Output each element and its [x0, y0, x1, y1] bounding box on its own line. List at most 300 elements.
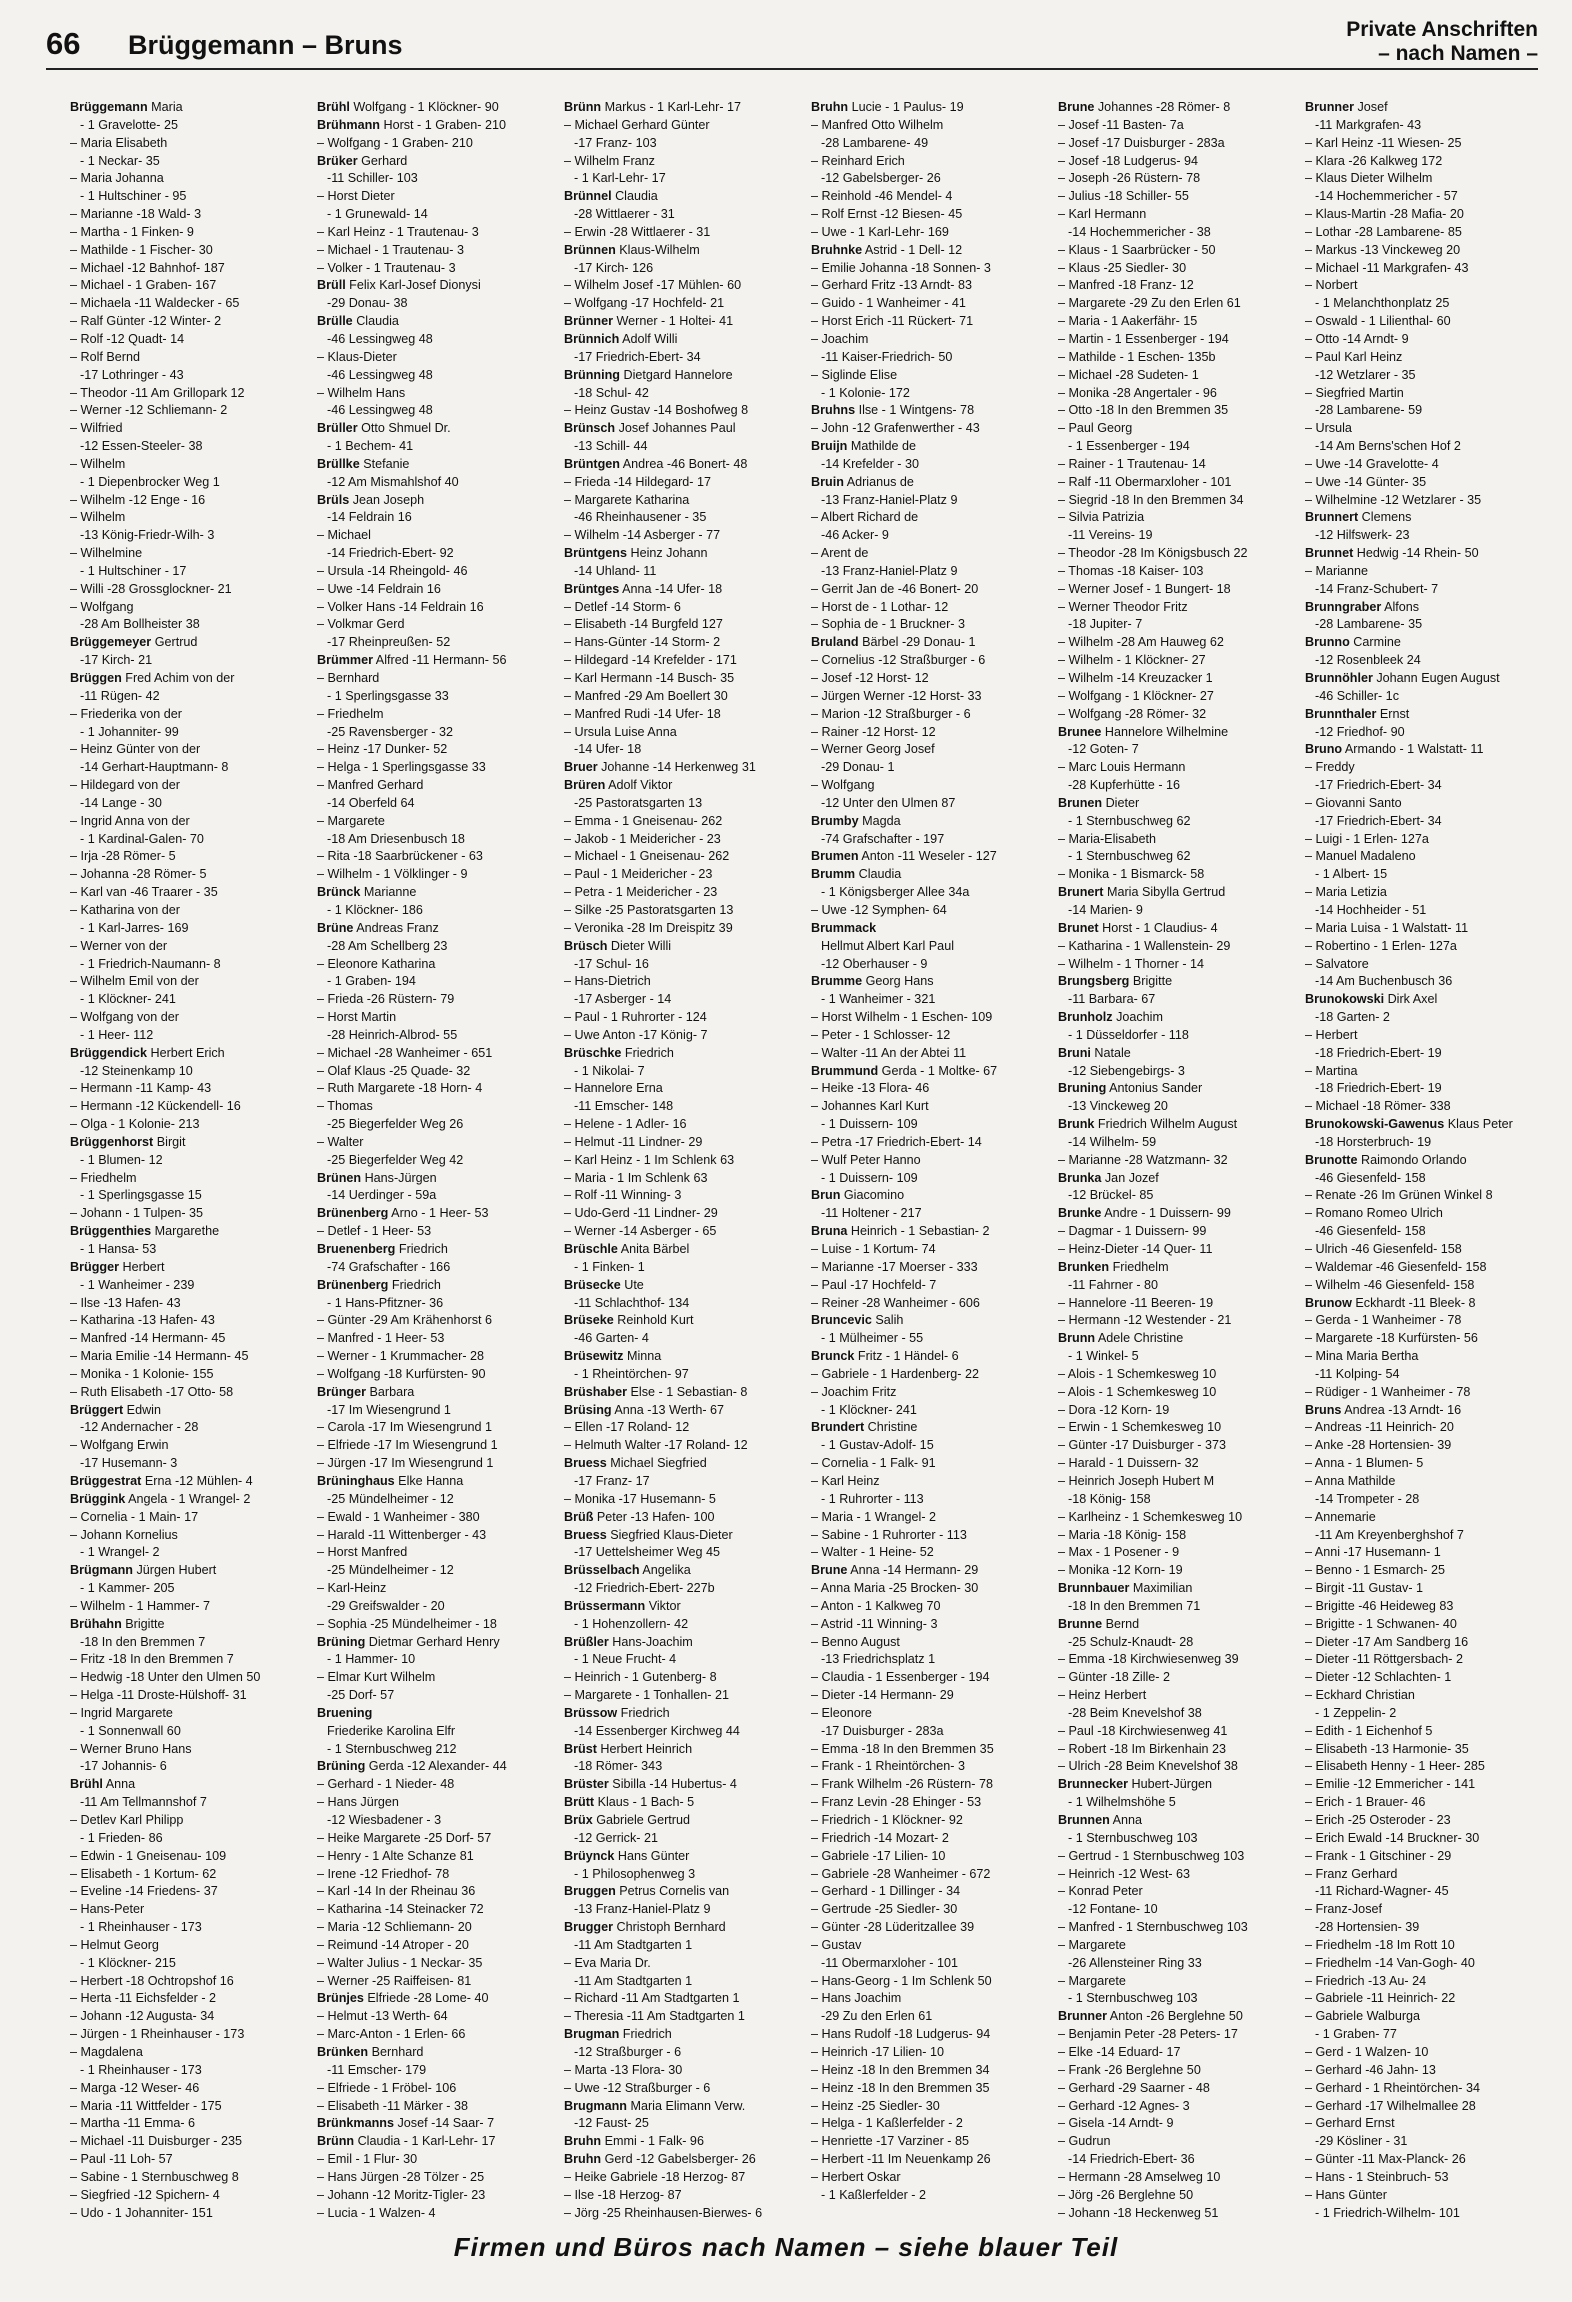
entry-text: Friedrich Wilhelm August	[1094, 1117, 1238, 1132]
subentry: – Monika -12 Korn- 19	[1058, 1563, 1183, 1578]
subentry: – Heinrich -12 West- 63	[1058, 1866, 1191, 1881]
entry-text: Dietgard Hannelore	[619, 367, 733, 382]
subentry: – Klaus -25 Siedler- 30	[1058, 260, 1187, 275]
surname: Brüsing	[564, 1402, 612, 1417]
directory-column-5	[1058, 99, 1293, 2244]
address-line: -17 Uettelsheimer Weg 45	[574, 1545, 721, 1560]
subentry: – Hans-Georg - 1 Im Schlenk 50	[811, 1973, 992, 1988]
subentry: – Heinz Gustav -14 Boshofweg 8	[564, 403, 749, 418]
surname-entry	[564, 581, 799, 599]
subentry: – Rüdiger - 1 Wanheimer - 78	[1305, 1384, 1471, 1399]
subentry: – Gerhard - 1 Nieder- 48	[317, 1777, 455, 1792]
subentry: – Katharina -14 Steinacker 72	[317, 1902, 484, 1917]
subentry: – Sophia -25 Mündelheimer - 18	[317, 1616, 497, 1631]
entry-text: Bernd	[1102, 1616, 1140, 1631]
subentry: – Mathilde - 1 Eschen- 135b	[1058, 349, 1216, 364]
surname-entry	[1058, 1205, 1293, 1223]
surname: Brun	[811, 1188, 841, 1203]
subentry: – Katharina -13 Hafen- 43	[70, 1313, 215, 1328]
surname-entry	[811, 438, 1046, 456]
subentry: – Friedhelm -14 Van-Gogh- 40	[1305, 1955, 1475, 1970]
address-line: -11 Am Stadtgarten 1	[574, 1973, 693, 1988]
subentry: – Ilse -13 Hafen- 43	[70, 1295, 181, 1310]
surname-entry	[317, 652, 552, 670]
subentry: – Walter Julius - 1 Neckar- 35	[317, 1955, 483, 1970]
entry-text: Magda	[858, 813, 901, 828]
subentry: – Maria -18 König- 158	[1058, 1527, 1187, 1542]
address-line: -11 Am Tellmannshof 7	[80, 1795, 207, 1810]
surname-entry	[70, 1045, 305, 1063]
subentry: – Marion -12 Straßburger - 6	[811, 706, 971, 721]
subentry: – Joachim	[811, 331, 869, 346]
subentry: – Ursula -14 Rheingold- 46	[317, 563, 468, 578]
subentry: – Gerhard -17 Wilhelmallee 28	[1305, 2098, 1476, 2113]
address-line: - 1 Hansa- 53	[80, 1242, 157, 1256]
entry-text: Friedrich	[388, 1277, 441, 1292]
subentry: – Heinz -18 In den Bremmen 34	[811, 2062, 990, 2077]
surname-entry	[564, 1812, 799, 1830]
entry-text: Clemens	[1358, 510, 1412, 525]
address-line: - 1 Klöckner- 241	[821, 1402, 917, 1417]
address-line: -28 Lambarene- 49	[821, 135, 929, 150]
address-line: -12 Andernacher - 28	[80, 1420, 199, 1435]
address-line: -14 Friedrich-Ebert- 92	[327, 546, 454, 561]
surname: Brunow	[1305, 1295, 1352, 1310]
address-line: - 1 Klöckner- 215	[80, 1955, 176, 1970]
surname: Brüggenhorst	[70, 1134, 154, 1149]
entry-text: Jürgen Hubert	[132, 1563, 217, 1578]
address-line: -12 Friedhof- 90	[1315, 724, 1405, 739]
surname-entry	[1058, 973, 1293, 991]
surname-entry	[564, 938, 799, 956]
address-line: - 1 Friedrich-Naumann- 8	[80, 956, 221, 971]
address-line: -12 Faust- 25	[574, 2116, 649, 2131]
entry-text: Klaus - 1 Bach- 5	[594, 1795, 695, 1810]
subentry: – Margarete Katharina	[564, 492, 690, 507]
subentry: – Gerhard -46 Jahn- 13	[1305, 2062, 1436, 2077]
surname: Bruna	[811, 1224, 848, 1239]
subentry: – Gerrit Jan de -46 Bonert- 20	[811, 581, 979, 596]
address-line: -17 Franz- 17	[574, 1473, 650, 1488]
directory-column-6	[1305, 99, 1540, 2244]
subentry: – Eveline -14 Friedens- 37	[70, 1884, 218, 1899]
subentry: – Frieda -14 Hildegard- 17	[564, 474, 712, 489]
entry-text: Anna	[1109, 1813, 1142, 1827]
subentry: – Cornelia - 1 Falk- 91	[811, 1456, 936, 1471]
surname-entry	[564, 1348, 799, 1366]
surname: Bruer	[564, 760, 598, 775]
surname: Brunn	[1058, 1331, 1096, 1346]
surname-entry	[70, 1776, 305, 1794]
subentry: – Gertrude -25 Siedler- 30	[811, 1902, 958, 1917]
surname-entry	[1305, 1152, 1540, 1170]
surname-entry	[317, 2133, 552, 2151]
surname-entry	[811, 920, 1046, 938]
subentry: – Martin - 1 Essenberger - 194	[1058, 331, 1229, 346]
surname: Brunke	[1058, 1206, 1102, 1221]
surname-entry	[564, 1598, 799, 1616]
subentry: – Frank - 1 Gitschiner - 29	[1305, 1848, 1452, 1863]
surname: Brunnecker	[1058, 1777, 1128, 1792]
entry-text: Stefanie	[359, 456, 410, 471]
subentry: – Michael -28 Sudeten- 1	[1058, 367, 1199, 382]
subentry: – Michael - 1 Trautenau- 3	[317, 242, 465, 257]
surname-entry	[317, 1758, 552, 1776]
address-line: - 1 Heer- 112	[80, 1027, 154, 1042]
address-line: -28 Am Bollheister 38	[80, 617, 200, 632]
entry-text: Christoph Bernhard	[612, 1920, 726, 1935]
surname-entry	[317, 2115, 552, 2133]
entry-text: Adolf Viktor	[605, 778, 673, 793]
entry-text: Gerhard	[357, 153, 408, 168]
subentry: – Gustav	[811, 1937, 862, 1952]
surname: Brüynck	[564, 1848, 615, 1863]
address-line: -18 Horsterbruch- 19	[1315, 1134, 1432, 1149]
subentry: – Wilhelmine -12 Wetzlarer - 35	[1305, 492, 1482, 507]
subentry: – Wilfried	[70, 421, 123, 436]
entry-text: Petrus Cornelis van	[615, 1884, 730, 1899]
surname-entry	[811, 1063, 1046, 1081]
address-line: -17 Friedrich-Ebert- 34	[1315, 813, 1442, 828]
subentry: – Emma -18 In den Bremmen 35	[811, 1741, 994, 1756]
address-line: -12 Rosenbleek 24	[1315, 653, 1421, 668]
directory-column-1	[70, 99, 305, 2244]
subentry: – Albert Richard de	[811, 510, 919, 525]
entry-text: Fritz - 1 Händel- 6	[854, 1349, 959, 1364]
entry-text: Ute	[620, 1277, 644, 1292]
subentry: – Volker Hans -14 Feldrain 16	[317, 599, 484, 614]
subentry: – Edith - 1 Eichenhof 5	[1305, 1723, 1433, 1738]
address-line: - 1 Hohenzollern- 42	[574, 1616, 689, 1631]
surname-entry	[317, 1473, 552, 1491]
subentry: – Johann -12 Augusta- 34	[70, 2009, 215, 2024]
entry-text: Markus - 1 Karl-Lehr- 17	[601, 100, 742, 114]
surname-entry	[811, 813, 1046, 831]
surname-entry	[1058, 1116, 1293, 1134]
subentry: – Detlef -14 Storm- 6	[564, 599, 681, 614]
address-line: -46 Lessingweg 48	[327, 403, 433, 418]
entry-text: Alfred -11 Hermann- 56	[373, 653, 507, 668]
address-line: - 1 Rheinhauser - 173	[80, 1920, 202, 1935]
subentry: – Gabriele -28 Wanheimer - 672	[811, 1866, 991, 1881]
surname-entry	[70, 1491, 305, 1509]
subentry: – Udo - 1 Johanniter- 151	[70, 2205, 213, 2220]
surname: Brunokowski	[1305, 992, 1385, 1007]
surname-entry	[317, 1384, 552, 1402]
subentry: – Detlef - 1 Heer- 53	[317, 1224, 432, 1239]
surname-entry	[70, 1473, 305, 1491]
subentry: – Michael -18 Römer- 338	[1305, 1099, 1451, 1114]
entry-text: Gabriele Gertrud	[592, 1813, 690, 1827]
subentry: – Anna Mathilde	[1305, 1473, 1396, 1488]
address-line: -25 Ravensberger - 32	[327, 724, 454, 739]
subentry: – Siglinde Elise	[811, 367, 898, 382]
subentry: – Fritz -18 In den Bremmen 7	[70, 1652, 234, 1667]
subentry: – Ewald - 1 Wanheimer - 380	[317, 1509, 480, 1524]
subentry: – Elisabeth -11 Märker - 38	[317, 2098, 468, 2113]
address-line: - 1 Sternbuschweg 62	[1068, 813, 1191, 828]
address-line: -17 Johannis- 6	[80, 1759, 167, 1774]
surname-entry	[564, 99, 799, 117]
surname: Brüll	[317, 278, 346, 293]
surname: Brüninghaus	[317, 1473, 395, 1488]
subentry: – Wolfgang	[811, 778, 875, 793]
subentry: – Hans Rudolf -18 Ludgerus- 94	[811, 2027, 991, 2042]
surname: Brugmann	[564, 2098, 627, 2113]
surname: Brüschle	[564, 1242, 618, 1256]
subentry: – Elisabeth -13 Harmonie- 35	[1305, 1741, 1469, 1756]
address-line: -28 Lambarene- 35	[1315, 617, 1423, 632]
subentry: – Herbert Oskar	[811, 2169, 901, 2184]
entry-text: Elke Hanna	[394, 1473, 464, 1488]
surname-entry	[811, 1187, 1046, 1205]
subentry: – Horst de - 1 Lothar- 12	[811, 599, 949, 614]
address-line: -11 Rügen- 42	[80, 688, 160, 703]
entry-text: Adrianus de	[843, 474, 914, 489]
entry-text: Birgit	[153, 1134, 186, 1149]
subentry: – Gerhard -12 Agnes- 3	[1058, 2098, 1190, 2113]
surname: Bruning	[1058, 1081, 1107, 1096]
subentry: – Wolfgang - 1 Klöckner- 27	[1058, 688, 1214, 703]
surname: Brunnen	[1058, 1813, 1110, 1827]
surname: Brüshaber	[564, 1384, 627, 1399]
subentry: – Willi -28 Grossglockner- 21	[70, 581, 232, 596]
entry-text: Otto Shmuel Dr.	[357, 421, 451, 436]
subentry: – Friederika von der	[70, 706, 182, 721]
surname-entry	[564, 1384, 799, 1402]
subentry: – Johann -12 Moritz-Tigler- 23	[317, 2187, 486, 2202]
surname-entry	[564, 1562, 799, 1580]
address-line: -13 Friedrichsplatz 1	[821, 1652, 936, 1667]
surname: Brüsch	[564, 938, 608, 953]
surname: Brünnel	[564, 189, 612, 204]
surname-entry	[564, 331, 799, 349]
address-line: -25 Mündelheimer - 12	[327, 1563, 454, 1578]
entry-text: Claudia	[611, 189, 658, 204]
surname-entry	[1305, 99, 1540, 117]
address-line: - 1 Finken- 1	[574, 1259, 645, 1274]
subentry: – Heinz -18 In den Bremmen 35	[811, 2080, 990, 2095]
surname: Brunert	[1058, 885, 1104, 900]
surname: Brunnthaler	[1305, 706, 1377, 721]
entry-text: Wolfgang - 1 Klöckner- 90	[349, 100, 499, 114]
address-line: -28 Heinrich-Albrod- 55	[327, 1027, 458, 1042]
subentry: – Monika -17 Husemann- 5	[564, 1491, 716, 1506]
entry-text: Emmi - 1 Falk- 96	[601, 2134, 704, 2149]
surname: Brünjes	[317, 1991, 364, 2006]
surname: Bruhn	[811, 100, 849, 114]
surname-entry	[811, 242, 1046, 260]
subentry: – Ilse -18 Herzog- 87	[564, 2187, 682, 2202]
entry-text: Marianne	[360, 885, 417, 900]
surname-entry	[811, 99, 1046, 117]
surname: Brunken	[1058, 1259, 1110, 1274]
surname-entry	[564, 1848, 799, 1866]
subentry: – Manfred -14 Hermann- 45	[70, 1331, 226, 1346]
subentry: – Hermann -28 Amselweg 10	[1058, 2169, 1221, 2184]
subentry: – Karlheinz - 1 Schemkesweg 10	[1058, 1509, 1243, 1524]
address-line: -25 Schulz-Knaudt- 28	[1068, 1634, 1194, 1649]
address-line: Hellmut Albert Karl Paul	[821, 938, 954, 953]
surname-entry	[1058, 1170, 1293, 1188]
surname-entry	[811, 474, 1046, 492]
entry-text: Anna -14 Ufer- 18	[619, 581, 723, 596]
surname-entry	[1058, 99, 1293, 117]
subentry: – Cornelius -12 Straßburger - 6	[811, 653, 986, 668]
address-line: -11 Richard-Wagner- 45	[1315, 1884, 1449, 1899]
subentry: – Günter -29 Am Krähenhorst 6	[317, 1313, 493, 1328]
entry-text: Brigitte	[1129, 974, 1173, 989]
entry-text: Klaus-Wilhelm	[615, 242, 700, 257]
address-line: -17 Im Wiesengrund 1	[327, 1402, 451, 1417]
surname: Brunnert	[1305, 510, 1359, 525]
address-line: -14 Feldrain 16	[327, 510, 412, 525]
address-line: -14 Marien- 9	[1068, 902, 1143, 917]
surname: Brünn	[317, 2134, 355, 2149]
subentry: – Gerhard - 1 Rheintörchen- 34	[1305, 2080, 1481, 2095]
subentry: – Elfriede -17 Im Wiesengrund 1	[317, 1438, 498, 1453]
subentry: – Brigitte -46 Heideweg 83	[1305, 1598, 1454, 1613]
subentry: – Veronika -28 Im Dreispitz 39	[564, 920, 733, 935]
address-line: -13 Franz-Haniel-Platz 9	[821, 563, 958, 578]
surname: Brügger	[70, 1259, 119, 1274]
subentry: – Jürgen Werner -12 Horst- 33	[811, 688, 982, 703]
subentry: – Thomas	[317, 1099, 373, 1114]
subentry: – Silke -25 Pastoratsgarten 13	[564, 902, 734, 917]
subentry: – Theodor -11 Am Grillopark 12	[70, 385, 245, 400]
entry-text: Friedhelm	[1109, 1259, 1169, 1274]
subentry: – Wilhelm Hans	[317, 385, 406, 400]
address-line: -12 Oberhauser - 9	[821, 956, 928, 971]
surname-entry	[1058, 1045, 1293, 1063]
address-line: -13 Franz-Haniel-Platz 9	[821, 492, 958, 507]
subentry: – Wilhelm Josef -17 Mühlen- 60	[564, 278, 742, 293]
subentry: – Maria -12 Schliemann- 20	[317, 1920, 472, 1935]
entry-text: Heinrich - 1 Sebastian- 2	[847, 1224, 990, 1239]
entry-text: Claudia	[352, 314, 399, 329]
entry-text: Hubert-Jürgen	[1128, 1777, 1212, 1792]
surname: Brüning	[317, 1634, 366, 1649]
surname-entry	[1305, 706, 1540, 724]
subentry: – Udo-Gerd -11 Lindner- 29	[564, 1206, 718, 1221]
subentry: – Arent de	[811, 546, 869, 561]
subentry: – Uwe -14 Gravelotte- 4	[1305, 456, 1439, 471]
surname: Brunnet	[1305, 546, 1354, 561]
address-line: -28 Wittlaerer - 31	[574, 207, 675, 222]
subentry: – Freddy	[1305, 760, 1355, 775]
surname: Brünken	[317, 2044, 369, 2059]
subentry: – Gabriele Walburga	[1305, 2009, 1421, 2024]
address-line: -14 Trompeter - 28	[1315, 1491, 1420, 1506]
subentry: – Heike Gabriele -18 Herzog- 87	[564, 2169, 746, 2184]
address-line: -12 Straßburger - 6	[574, 2044, 682, 2059]
subentry: – Helga -11 Droste-Hülshoff- 31	[70, 1688, 247, 1703]
address-line: -46 Lessingweg 48	[327, 331, 433, 346]
address-line: -29 Donau- 38	[327, 296, 408, 311]
surname-entry	[564, 1455, 799, 1473]
address-line: -11 Emscher- 148	[574, 1099, 674, 1114]
subentry: – Wolfgang - 1 Graben- 210	[317, 135, 473, 150]
surname-entry	[811, 1348, 1046, 1366]
subentry: – Alois - 1 Schemkesweg 10	[1058, 1384, 1217, 1399]
address-line: - 1 Sonnenwall 60	[80, 1723, 181, 1738]
subentry: – Hans-Günter -14 Storm- 2	[564, 635, 721, 650]
surname-entry	[564, 1883, 799, 1901]
subentry: – Henry - 1 Alte Schanze 81	[317, 1848, 474, 1863]
surname: Bruess	[564, 1527, 607, 1542]
entry-text: Anita Bärbel	[617, 1242, 690, 1256]
address-line: -11 Am Stadtgarten 1	[574, 1937, 693, 1952]
surname-entry	[1305, 1402, 1540, 1420]
entry-text: Dietmar Gerhard Henry	[365, 1634, 500, 1649]
address-line: -28 Hortensien- 39	[1315, 1920, 1420, 1935]
subentry: – Frank Wilhelm -26 Rüstern- 78	[811, 1777, 993, 1792]
surname-entry	[317, 1705, 552, 1723]
address-line: -14 Lange - 30	[80, 795, 162, 810]
surname: Brüst	[564, 1741, 597, 1756]
subentry: – Jürgen - 1 Rheinhauser - 173	[70, 2027, 245, 2042]
address-line: -17 Duisburger - 283a	[821, 1723, 944, 1738]
surname-entry	[564, 456, 799, 474]
address-line: -12 Gerrick- 21	[574, 1830, 658, 1845]
subentry: – Reiner -28 Wanheimer - 606	[811, 1295, 980, 1310]
address-line: -12 Hilfswerk- 23	[1315, 528, 1410, 543]
surname-entry	[564, 777, 799, 795]
surname-entry	[564, 242, 799, 260]
address-line: - 1 Kaßlerfelder - 2	[821, 2187, 926, 2202]
surname-entry	[564, 1741, 799, 1759]
entry-text: Bärbel -29 Donau- 1	[858, 635, 976, 650]
subentry: – Rainer - 1 Trautenau- 14	[1058, 456, 1206, 471]
subentry: – John -12 Grafenwerther - 43	[811, 421, 980, 436]
subentry: – Benno August	[811, 1634, 900, 1649]
subentry: – Hildegard -14 Krefelder - 171	[564, 653, 737, 668]
subentry: – Ingrid Anna von der	[70, 813, 190, 828]
surname-entry	[1305, 545, 1540, 563]
subentry: – Walter - 1 Heine- 52	[811, 1545, 934, 1560]
surname: Bruhns	[811, 403, 856, 418]
section-title-line2: – nach Namen –	[1378, 42, 1538, 65]
address-line: - 1 Sperlingsgasse 33	[327, 688, 449, 703]
surname-entry	[70, 1616, 305, 1634]
subentry: – Karl van -46 Traarer - 35	[70, 885, 218, 900]
subentry: – Katharina von der	[70, 902, 180, 917]
address-line: - 1 Gravelotte- 25	[80, 117, 178, 132]
address-line: -12 Goten- 7	[1068, 742, 1139, 757]
subentry: – Uwe Anton -17 König- 7	[564, 1027, 708, 1042]
surname: Brüggemann	[70, 100, 148, 114]
entry-text: Maria	[147, 100, 183, 114]
subentry: – Gabriele - 1 Hardenberg- 22	[811, 1366, 980, 1381]
subentry: – Erwin -28 Wittlaerer - 31	[564, 224, 711, 239]
entry-text: Jan Jozef	[1101, 1170, 1159, 1185]
address-line: -14 Uerdinger - 59a	[327, 1188, 437, 1203]
subentry: – Manfred - 1 Heer- 53	[317, 1331, 445, 1346]
subentry: – Margarete	[317, 813, 385, 828]
surname-entry	[564, 2133, 799, 2151]
subentry: – Hans Günter	[1305, 2187, 1387, 2202]
surname-entry	[1305, 1116, 1540, 1134]
surname: Bruncevic	[811, 1313, 872, 1328]
address-line: - 1 Karl-Jarres- 169	[80, 920, 189, 935]
entry-text: Margarethe	[151, 1224, 220, 1239]
subentry: – Martha - 1 Finken- 9	[70, 224, 194, 239]
subentry: – Manfred Rudi -14 Ufer- 18	[564, 706, 721, 721]
address-line: - 1 Wanheimer - 321	[821, 992, 936, 1007]
address-line: -26 Allensteiner Ring 33	[1068, 1955, 1202, 1970]
address-line: -18 Römer- 343	[574, 1759, 663, 1774]
subentry: – Gerd - 1 Walzen- 10	[1305, 2044, 1429, 2059]
